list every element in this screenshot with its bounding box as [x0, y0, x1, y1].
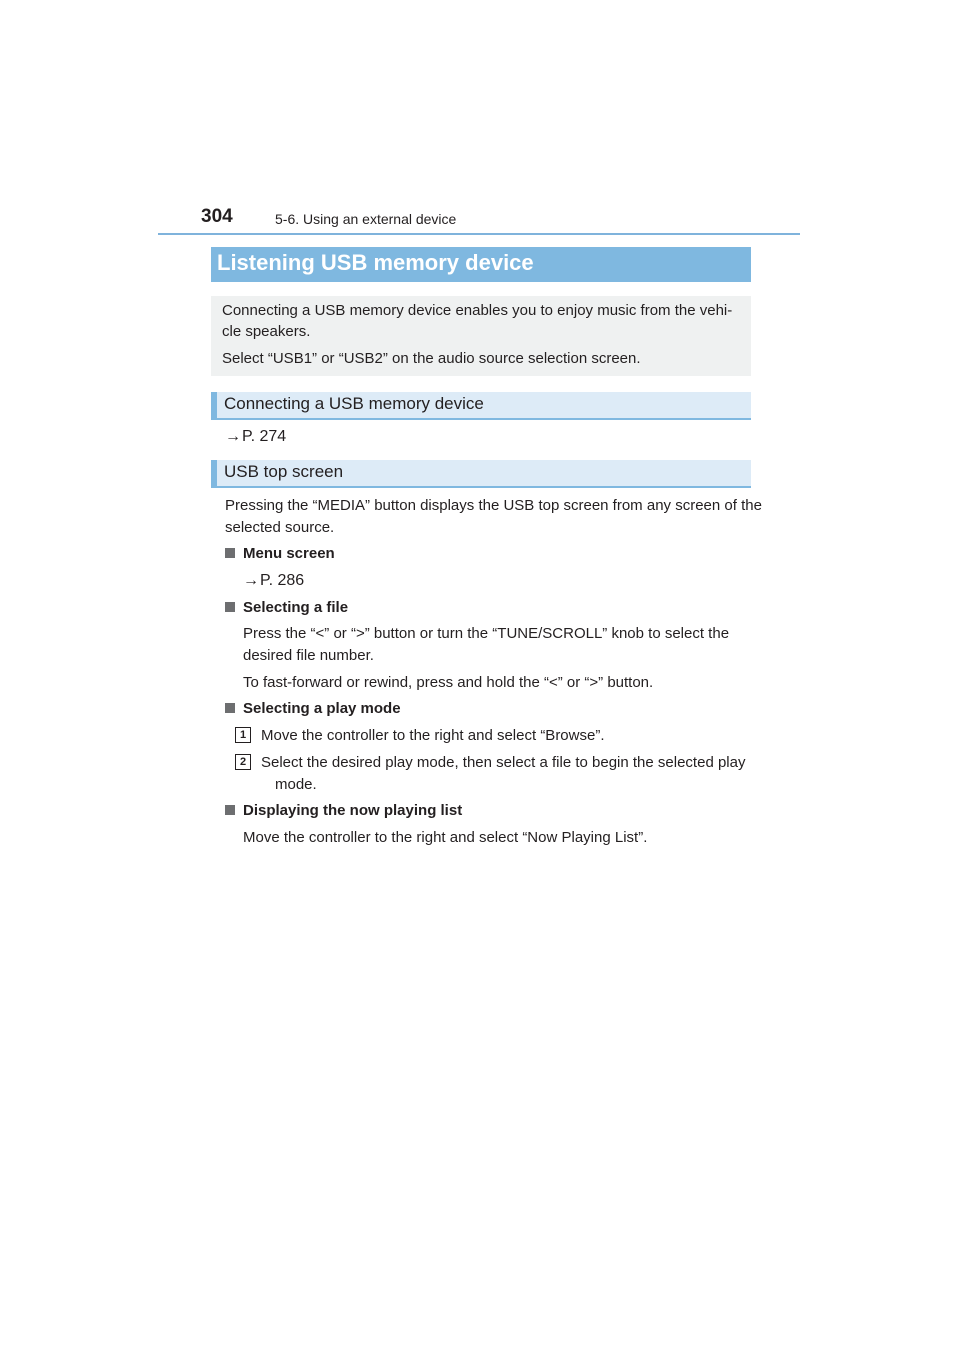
step-1-text: Move the controller to the right and select “Browse”.	[261, 727, 605, 744]
intro-box	[211, 296, 751, 376]
intro-line-3: Select “USB1” or “USB2” on the audio source selection screen.	[222, 350, 641, 367]
section-label: 5-6. Using an external device	[275, 211, 457, 227]
text-line-2: desired file number.	[243, 647, 374, 664]
intro-line-1: Connecting a USB memory device enables you to enjoy music from the vehi-	[222, 302, 733, 319]
square-bullet-icon	[225, 602, 235, 612]
top-screen-paragraph	[225, 495, 762, 539]
step-2-text-cont: mode.	[275, 776, 317, 793]
fast-forward-text: To fast-forward or rewind, press and hold the “<” or “>” button.	[243, 674, 654, 691]
heading-usb-top-screen: USB top screen	[211, 460, 751, 488]
page-link[interactable]: P. 274	[242, 428, 287, 445]
header-rule	[158, 233, 800, 235]
heading-connecting: Connecting a USB memory device	[211, 392, 751, 420]
page-title: Listening USB memory device	[211, 247, 751, 282]
step-2-text: Select the desired play mode, then select a file to begin the selected play	[261, 754, 746, 771]
text-line-1: Press the “<” or “>” button or turn the “TUNE/SCROLL” knob to select the	[243, 625, 730, 642]
paragraph-line-2: selected source.	[225, 519, 335, 536]
page-link[interactable]: P. 286	[260, 572, 305, 589]
bullet-menu-screen	[225, 543, 335, 565]
step-number-1: 1	[235, 727, 251, 743]
bullet-heading: Menu screen	[243, 545, 335, 562]
square-bullet-icon	[225, 805, 235, 815]
square-bullet-icon	[225, 548, 235, 558]
connecting-reference[interactable]	[225, 426, 286, 448]
square-bullet-icon	[225, 703, 235, 713]
bullet-selecting-file	[225, 597, 348, 619]
bullet-heading: Selecting a play mode	[243, 700, 401, 717]
bullet-heading: Displaying the now playing list	[243, 802, 463, 819]
step-number-2: 2	[235, 754, 251, 770]
arrow-right-icon: →	[225, 428, 241, 445]
arrow-right-icon: →	[243, 572, 259, 589]
bullet-now-playing	[225, 800, 462, 822]
bullet-heading: Selecting a file	[243, 599, 349, 616]
menu-reference[interactable]	[243, 570, 304, 592]
paragraph-line-1: Pressing the “MEDIA” button displays the USB top screen from any screen of the	[225, 497, 762, 514]
now-playing-text: Move the controller to the right and select “Now Playing List”.	[243, 829, 648, 846]
intro-line-2: cle speakers.	[222, 323, 311, 340]
selecting-file-text	[243, 623, 748, 667]
page-number: 304	[201, 206, 233, 227]
bullet-play-mode	[225, 698, 401, 720]
